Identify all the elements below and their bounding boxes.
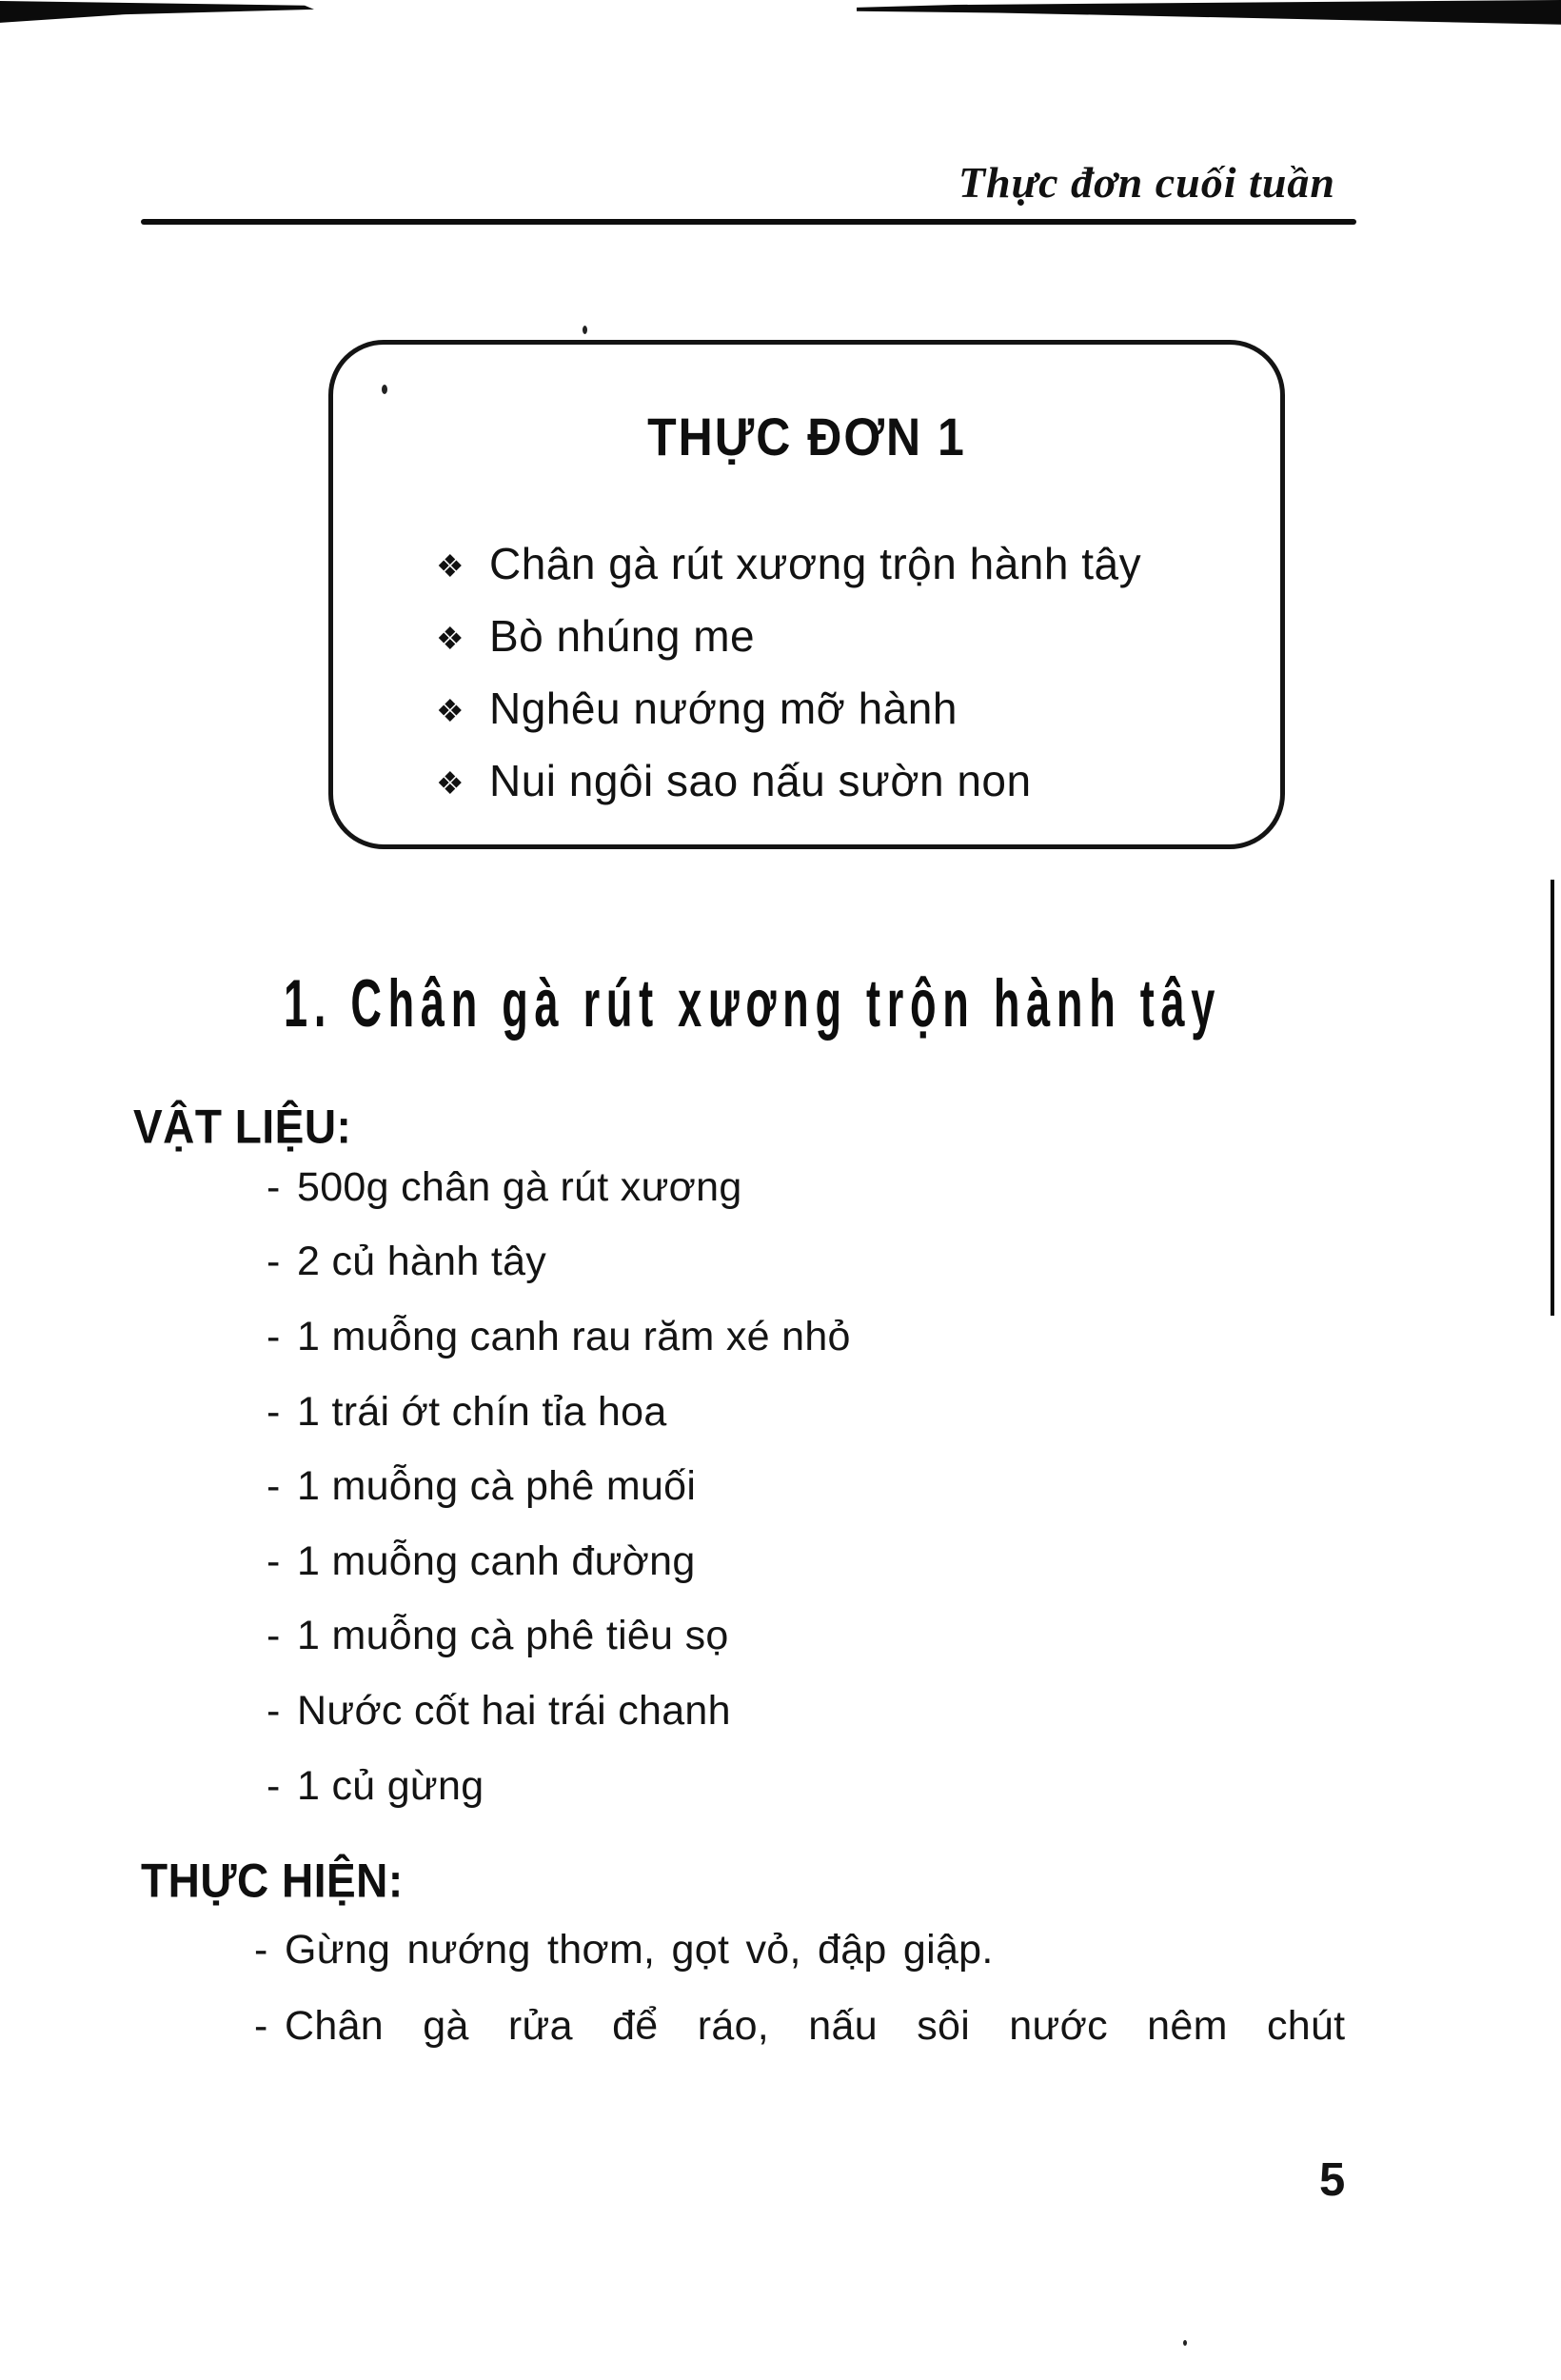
list-dash: - xyxy=(267,1762,281,1809)
ingredient-label: 1 muỗng cà phê tiêu sọ xyxy=(297,1613,729,1659)
ingredient-item xyxy=(267,1749,851,1824)
menu-item-label: Nui ngôi sao nấu sườn non xyxy=(489,756,1032,805)
step-item xyxy=(254,1988,1345,2064)
ingredient-label: 500g chân gà rút xương xyxy=(297,1163,742,1210)
menu-item-label: Nghêu nướng mỡ hành xyxy=(489,684,958,733)
diamond-bullet-icon: ❖ xyxy=(436,764,464,801)
list-dash: - xyxy=(267,1388,281,1435)
ingredient-item xyxy=(267,1299,851,1375)
ingredient-item xyxy=(267,1674,851,1749)
steps-heading: THỰC HIỆN: xyxy=(141,1853,404,1908)
scan-artifact-top-left xyxy=(0,0,314,25)
recipe-title-text: 1. Chân gà rút xương trộn hành tây xyxy=(284,964,1222,1041)
recipe-title xyxy=(284,963,1274,1049)
step-label: Gừng nướng thơm, gọt vỏ, đập giập. xyxy=(285,1926,994,1973)
running-header: Thực đơn cuối tuần xyxy=(958,158,1335,207)
ingredients-list xyxy=(267,1150,851,1823)
ink-speck xyxy=(583,326,587,334)
menu-item xyxy=(436,744,1252,817)
menu-box-title: THỰC ĐƠN 1 xyxy=(647,407,966,467)
ingredient-label: 1 trái ớt chín tỉa hoa xyxy=(297,1388,667,1435)
menu-item-label: Bò nhúng me xyxy=(489,611,756,661)
menu-item xyxy=(436,672,1252,744)
ingredient-item xyxy=(267,1225,851,1300)
ingredient-label: 1 muỗng canh đường xyxy=(297,1537,696,1584)
ingredient-label: 1 muỗng canh rau răm xé nhỏ xyxy=(297,1313,851,1359)
list-dash: - xyxy=(267,1239,281,1285)
diamond-bullet-icon: ❖ xyxy=(436,547,464,584)
ingredient-item xyxy=(267,1150,851,1225)
ingredient-label: 2 củ hành tây xyxy=(297,1239,547,1285)
header-rule xyxy=(141,219,1356,225)
menu-item-label: Chân gà rút xương trộn hành tây xyxy=(489,539,1142,588)
ingredient-item xyxy=(267,1449,851,1524)
list-dash: - xyxy=(254,2002,268,2049)
ingredient-item xyxy=(267,1375,851,1450)
page-number: 5 xyxy=(1319,2154,1346,2206)
list-dash: - xyxy=(267,1687,281,1734)
list-dash: - xyxy=(267,1313,281,1359)
ingredient-label: 1 muỗng cà phê muối xyxy=(297,1463,697,1510)
scan-artifact-right-edge xyxy=(1551,880,1554,1316)
list-dash: - xyxy=(267,1613,281,1659)
ingredients-heading: VẬT LIỆU: xyxy=(133,1099,352,1154)
ingredient-label: Nước cốt hai trái chanh xyxy=(297,1687,731,1734)
ink-speck xyxy=(1183,2340,1187,2346)
menu-item xyxy=(436,527,1252,600)
list-dash: - xyxy=(267,1463,281,1510)
step-label: Chân gà rửa để ráo, nấu sôi nước nêm chút xyxy=(285,2002,1346,2049)
list-dash: - xyxy=(267,1163,281,1210)
ingredient-item xyxy=(267,1524,851,1599)
ingredient-label: 1 củ gừng xyxy=(297,1762,484,1809)
step-item xyxy=(254,1912,1345,1988)
ingredient-item xyxy=(267,1599,851,1675)
diamond-bullet-icon: ❖ xyxy=(436,620,464,656)
steps-list xyxy=(254,1912,1345,2064)
list-dash: - xyxy=(254,1926,268,1973)
diamond-bullet-icon: ❖ xyxy=(436,692,464,728)
scan-artifact-top-right xyxy=(857,0,1561,27)
list-dash: - xyxy=(267,1537,281,1584)
menu-box xyxy=(328,340,1285,849)
menu-item-list xyxy=(436,527,1252,817)
menu-item xyxy=(436,600,1252,672)
